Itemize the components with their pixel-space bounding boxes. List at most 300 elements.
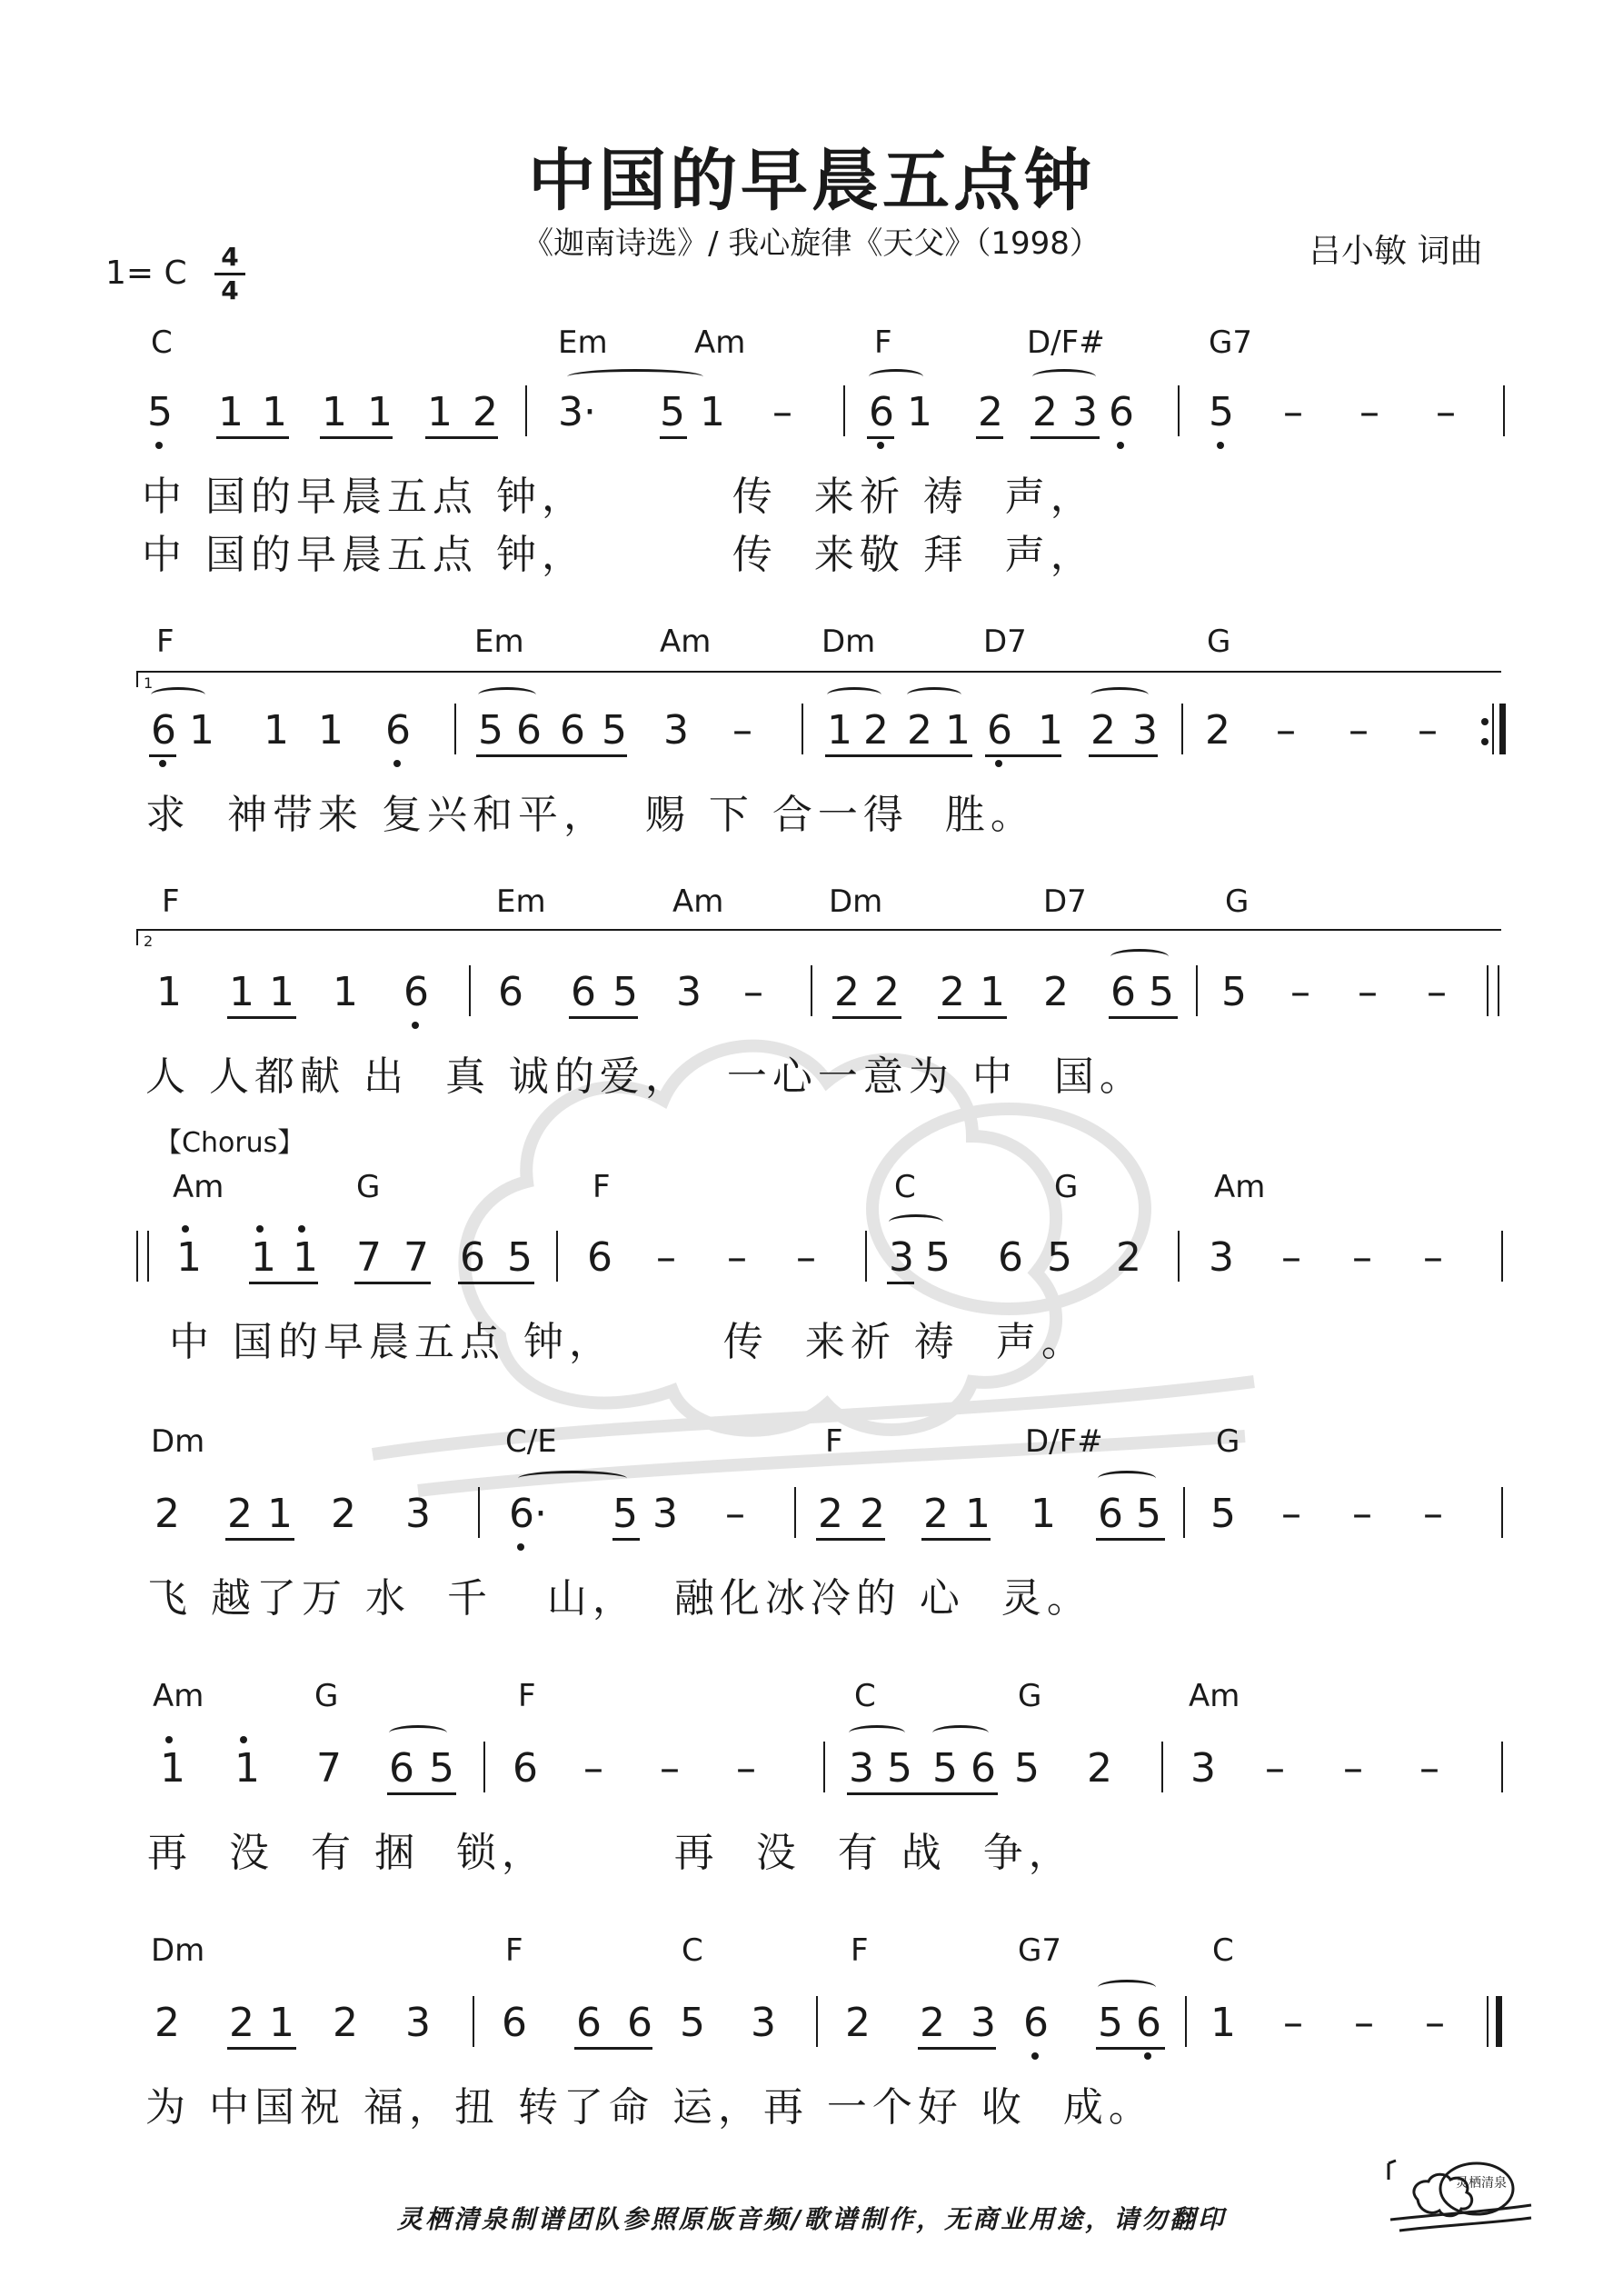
dash: –: [736, 1745, 756, 1792]
note: 2: [863, 707, 889, 754]
barline: [802, 704, 803, 754]
tie: [1110, 949, 1169, 964]
low-octave-dot: [1217, 442, 1224, 449]
underline-beam: [825, 754, 972, 757]
note: 6: [389, 1745, 414, 1792]
dash: –: [1423, 1234, 1443, 1281]
note: 5: [612, 969, 638, 1015]
note: 1: [160, 1745, 185, 1792]
note: 1: [1210, 2000, 1236, 2046]
note: 1: [827, 707, 852, 754]
lyric-line: 中 国的早晨五点 钟， 传 来祈 祷 声，: [142, 474, 1096, 520]
underline-beam: [660, 436, 687, 439]
underline-beam: [387, 1792, 456, 1795]
lyric-line: 飞 越了万 水 千 山， 融化冰冷的 心 灵。: [147, 1575, 1092, 1622]
note: 7: [403, 1234, 429, 1281]
dash: –: [1276, 707, 1296, 754]
barline: [136, 1231, 138, 1282]
note: 5: [680, 2000, 705, 2046]
chord: C: [854, 1678, 876, 1714]
dash: –: [656, 1234, 676, 1281]
dash: –: [796, 1234, 816, 1281]
dash: –: [1418, 707, 1438, 754]
song-title: 中国的早晨五点钟: [528, 142, 1095, 220]
barline: [1503, 385, 1505, 436]
underline-beam: [1096, 1538, 1165, 1541]
dash: –: [1283, 389, 1303, 435]
chord: F: [851, 1932, 869, 1969]
note: 1: [156, 969, 182, 1015]
note: 2: [923, 1491, 949, 1537]
underline-beam: [476, 754, 627, 757]
chord: F: [825, 1423, 843, 1460]
note: 2: [818, 1491, 843, 1537]
note: 6: [869, 389, 894, 435]
note: 1: [269, 2000, 294, 2046]
barline: [1498, 965, 1499, 1016]
note: 6: [513, 1745, 538, 1792]
lyric-line: 求 神带来 复兴和平， 赐 下 合一得 胜。: [145, 792, 1036, 838]
chord: Am: [153, 1678, 204, 1714]
barline: [843, 385, 845, 436]
chord: D/F#: [1025, 1423, 1103, 1460]
chord: Em: [496, 883, 546, 920]
note: 3: [1132, 707, 1158, 754]
dash: –: [1352, 1234, 1372, 1281]
underline-beam: [985, 754, 1061, 757]
barline: [1181, 704, 1183, 754]
note: 3: [889, 1234, 914, 1281]
underline-beam: [976, 436, 1003, 439]
underline-beam: [249, 1282, 318, 1284]
note: 6: [502, 2000, 527, 2046]
note: 6·: [509, 1491, 547, 1537]
note: 6: [587, 1234, 612, 1281]
chord: G: [314, 1678, 339, 1714]
underline-beam: [225, 1538, 294, 1541]
chord: Am: [1214, 1169, 1266, 1205]
low-octave-dot: [1144, 2052, 1151, 2060]
barline: [823, 1742, 825, 1792]
lyric-line: 中 国的早晨五点 钟， 传 来敬 拜 声，: [142, 532, 1096, 578]
note: 5: [1047, 1234, 1072, 1281]
note: 1: [700, 389, 725, 435]
underline-beam: [425, 436, 498, 439]
dash: –: [1349, 707, 1369, 754]
dash: –: [725, 1491, 745, 1537]
note: 2: [874, 969, 900, 1015]
chord: F: [874, 324, 892, 361]
note: 2: [229, 2000, 254, 2046]
note: 3: [1072, 389, 1098, 435]
dash: –: [1427, 969, 1447, 1015]
note: 2: [920, 2000, 945, 2046]
note: 3·: [558, 389, 596, 435]
note: 6: [571, 969, 596, 1015]
dash: –: [660, 1745, 680, 1792]
chord: C: [151, 324, 173, 361]
note: 6: [516, 707, 542, 754]
chord: C: [682, 1932, 703, 1969]
note: 3: [1209, 1234, 1234, 1281]
note: 5: [932, 1745, 958, 1792]
chord: D/F#: [1027, 324, 1105, 361]
repeat-dot: [1481, 738, 1489, 745]
barline: [1183, 1487, 1185, 1538]
dash: –: [727, 1234, 747, 1281]
barline: [1501, 1742, 1503, 1792]
dash: –: [1352, 1491, 1372, 1537]
note: 6: [403, 969, 429, 1015]
note: 6: [498, 969, 523, 1015]
time-signature: [214, 244, 245, 304]
barline: [1501, 1231, 1503, 1282]
note: 1: [333, 969, 358, 1015]
dash: –: [1359, 389, 1379, 435]
note: 6: [1136, 2000, 1161, 2046]
note: 3: [663, 707, 689, 754]
low-octave-dot: [1031, 2052, 1039, 2060]
underline-beam: [867, 436, 894, 439]
note: 6: [576, 2000, 602, 2046]
barline: [1185, 1996, 1187, 2047]
note: 6: [560, 707, 585, 754]
note: 1: [189, 707, 214, 754]
volta-2-bracket: 2: [136, 929, 1501, 945]
chord: F: [162, 883, 180, 920]
note: 3: [1190, 1745, 1216, 1792]
underline-beam: [320, 436, 393, 439]
note: 5: [1014, 1745, 1040, 1792]
chord: Am: [173, 1169, 224, 1205]
high-octave-dot: [182, 1225, 189, 1233]
chord: Dm: [151, 1423, 205, 1460]
note: 5: [478, 707, 503, 754]
note: 1: [945, 707, 971, 754]
chord: G: [1225, 883, 1250, 920]
barline: [1487, 1996, 1489, 2047]
underline-beam: [1031, 436, 1100, 439]
note: 6: [971, 1745, 996, 1792]
tie: [827, 687, 881, 703]
note: 5: [507, 1234, 533, 1281]
note: 2: [978, 389, 1003, 435]
tie: [478, 687, 536, 703]
note: 6: [998, 1234, 1023, 1281]
chord: D7: [983, 624, 1027, 660]
underline-beam: [149, 754, 176, 757]
underline-beam: [1109, 1016, 1178, 1019]
chord: Dm: [151, 1932, 205, 1969]
underline-beam: [847, 1792, 998, 1795]
tie: [1098, 1980, 1156, 1995]
chord: F: [518, 1678, 536, 1714]
dash: –: [1354, 2000, 1374, 2046]
barline: [525, 385, 527, 436]
note: 6: [1109, 389, 1134, 435]
underline-beam: [612, 1538, 640, 1541]
note: 5: [429, 1745, 454, 1792]
note: 7: [316, 1745, 342, 1792]
note: 2: [860, 1491, 885, 1537]
note: 6: [627, 2000, 652, 2046]
note: 3: [652, 1491, 678, 1537]
dash: –: [1425, 2000, 1445, 2046]
tie: [389, 1725, 447, 1741]
underline-beam: [938, 1016, 1007, 1019]
barline: [469, 965, 471, 1016]
high-octave-dot: [298, 1225, 305, 1233]
underline-beam: [574, 2047, 652, 2050]
dash: –: [1358, 969, 1378, 1015]
barline: [1161, 1742, 1163, 1792]
underline-beam: [227, 1016, 296, 1019]
note: 6: [385, 707, 411, 754]
note: 2: [331, 1491, 356, 1537]
underline-beam: [1096, 2047, 1165, 2050]
barline: [478, 1487, 480, 1538]
note: 1: [251, 1234, 276, 1281]
tie: [567, 369, 703, 384]
note: 5: [1149, 969, 1174, 1015]
note: 2: [154, 2000, 180, 2046]
note: 2: [154, 1491, 180, 1537]
note: 3: [971, 2000, 996, 2046]
high-octave-dot: [240, 1736, 247, 1743]
final-barline: [1499, 704, 1506, 754]
note: 5: [1136, 1491, 1161, 1537]
chord: C/E: [505, 1423, 557, 1460]
note: 1: [318, 707, 344, 754]
note: 2: [1043, 969, 1069, 1015]
note: 1: [907, 389, 932, 435]
note: 1: [264, 707, 289, 754]
note: 1: [367, 389, 393, 435]
chord: Em: [474, 624, 524, 660]
note: 6: [1023, 2000, 1049, 2046]
dash: –: [1419, 1745, 1439, 1792]
dash: –: [1436, 389, 1456, 435]
note: 5: [612, 1491, 638, 1537]
barline: [483, 1742, 485, 1792]
low-octave-dot: [517, 1543, 524, 1551]
note: 2: [227, 1491, 253, 1537]
underline-beam: [921, 1538, 991, 1541]
chord: C: [1212, 1932, 1234, 1969]
low-octave-dot: [159, 760, 166, 767]
note: 5: [660, 389, 685, 435]
barline: [816, 1996, 818, 2047]
note: 6: [151, 707, 176, 754]
note: 2: [1116, 1234, 1141, 1281]
note: 5: [1098, 2000, 1123, 2046]
note: 1: [229, 969, 254, 1015]
meter-bottom: 4: [221, 275, 239, 305]
underline-beam: [1089, 754, 1158, 757]
barline: [556, 1231, 558, 1282]
note: 6: [1110, 969, 1136, 1015]
barline: [1178, 1231, 1180, 1282]
note: 2: [1090, 707, 1116, 754]
song-subtitle: 《迦南诗选》/ 我心旋律《天父》（1998）: [523, 225, 1100, 262]
note: 1: [234, 1745, 260, 1792]
dash: –: [732, 707, 752, 754]
note: 6: [460, 1234, 485, 1281]
chord: C: [894, 1169, 916, 1205]
low-octave-dot: [155, 442, 163, 449]
note: 3: [405, 2000, 431, 2046]
repeat-dot: [1481, 718, 1489, 725]
note: 1: [1031, 1491, 1056, 1537]
low-octave-dot: [412, 1022, 419, 1029]
dash: –: [1290, 969, 1310, 1015]
barline: [865, 1231, 867, 1282]
barline: [147, 1231, 149, 1282]
barline: [1501, 1487, 1503, 1538]
chord: D7: [1043, 883, 1087, 920]
composer-credit: 吕小敏 词曲: [1309, 233, 1483, 270]
tie: [889, 1214, 943, 1230]
low-octave-dot: [877, 442, 884, 449]
note: 2: [1087, 1745, 1112, 1792]
chord: Em: [558, 324, 608, 361]
chord: F: [592, 1169, 611, 1205]
chord: G7: [1209, 324, 1252, 361]
chord: Am: [694, 324, 746, 361]
note: 1: [322, 389, 347, 435]
note: 3: [751, 2000, 776, 2046]
underline-beam: [216, 436, 289, 439]
note: 1: [262, 389, 287, 435]
chord: F: [505, 1932, 523, 1969]
note: 6: [1098, 1491, 1123, 1537]
note: 2: [473, 389, 498, 435]
key-signature: 1= C: [105, 255, 187, 292]
tie: [907, 687, 961, 703]
underline-beam: [832, 1016, 901, 1019]
note: 1: [427, 389, 453, 435]
note: 5: [602, 707, 627, 754]
chord: Dm: [829, 883, 883, 920]
low-octave-dot: [393, 760, 401, 767]
note: 5: [1221, 969, 1247, 1015]
note: 1: [176, 1234, 202, 1281]
note: 7: [356, 1234, 382, 1281]
lyric-line: 人 人都献 出 真 诚的爱， 一心一意为 中 国。: [145, 1053, 1145, 1100]
note: 2: [333, 2000, 358, 2046]
note: 2: [907, 707, 932, 754]
underline-beam: [918, 2047, 996, 2050]
dash: –: [583, 1745, 603, 1792]
note: 1: [965, 1491, 991, 1537]
dash: –: [1343, 1745, 1363, 1792]
barline: [1178, 385, 1180, 436]
barline: [454, 704, 456, 754]
note: 1: [218, 389, 244, 435]
underline-beam: [227, 2047, 296, 2050]
note: 1: [267, 1491, 293, 1537]
chord: G: [1216, 1423, 1240, 1460]
chord: Am: [672, 883, 724, 920]
note: 5: [925, 1234, 951, 1281]
note: 2: [834, 969, 860, 1015]
tie: [932, 1725, 989, 1741]
chord: F: [156, 624, 174, 660]
tie: [1032, 369, 1096, 384]
high-octave-dot: [165, 1736, 173, 1743]
chord: Am: [660, 624, 712, 660]
note: 2: [1205, 707, 1230, 754]
note: 2: [845, 2000, 871, 2046]
watermark-sheep-icon: [336, 909, 1290, 1509]
dash: –: [772, 389, 792, 435]
high-octave-dot: [256, 1225, 264, 1233]
note: 1: [269, 969, 294, 1015]
underline-beam: [887, 1282, 914, 1284]
note: 1: [980, 969, 1005, 1015]
note: 6: [987, 707, 1012, 754]
note: 5: [887, 1745, 912, 1792]
chord: Dm: [821, 624, 876, 660]
tie: [1098, 1471, 1156, 1486]
underline-beam: [816, 1538, 885, 1541]
volta-1-bracket: 1: [136, 671, 1501, 687]
note: 5: [1209, 389, 1234, 435]
note: 3: [849, 1745, 874, 1792]
meter-top: 4: [221, 242, 239, 272]
note: 5: [147, 389, 173, 435]
dash: –: [1281, 1491, 1301, 1537]
barline: [811, 965, 812, 1016]
note: 2: [1032, 389, 1058, 435]
underline-beam: [354, 1282, 431, 1284]
chord: Am: [1189, 1678, 1240, 1714]
dash: –: [1423, 1491, 1443, 1537]
lyric-line: 再 没 有 捆 锁， 再 没 有 战 争，: [147, 1830, 1074, 1876]
tie: [151, 687, 205, 703]
tie: [869, 369, 923, 384]
lyric-line: 为 中国祝 福，扭 转了命 运，再 一个好 收 成。: [145, 2084, 1154, 2131]
tie: [518, 1471, 627, 1486]
chord: G: [1018, 1678, 1042, 1714]
dash: –: [743, 969, 763, 1015]
barline: [1196, 965, 1198, 1016]
note: 1: [293, 1234, 318, 1281]
tie: [849, 1725, 905, 1741]
note: 3: [405, 1491, 431, 1537]
chord: G: [1054, 1169, 1079, 1205]
underline-beam: [458, 1282, 534, 1284]
note: 3: [676, 969, 702, 1015]
chord: G: [356, 1169, 381, 1205]
final-barline: [1496, 1996, 1502, 2047]
tie: [1090, 687, 1149, 703]
note: 5: [1210, 1491, 1236, 1537]
dash: –: [1283, 2000, 1303, 2046]
low-octave-dot: [995, 760, 1002, 767]
lyric-line: 中 国的早晨五点 钟， 传 来祈 祷 声。: [169, 1319, 1087, 1365]
note: 2: [940, 969, 965, 1015]
chorus-label: 【Chorus】: [154, 1127, 305, 1159]
barline: [794, 1487, 796, 1538]
logo-text: 灵栖清泉: [1456, 2176, 1507, 2191]
chord: G: [1207, 624, 1231, 660]
barline: [1487, 965, 1489, 1016]
note: 1: [1038, 707, 1063, 754]
low-octave-dot: [1117, 442, 1124, 449]
dash: –: [1281, 1234, 1301, 1281]
underline-beam: [569, 1016, 638, 1019]
